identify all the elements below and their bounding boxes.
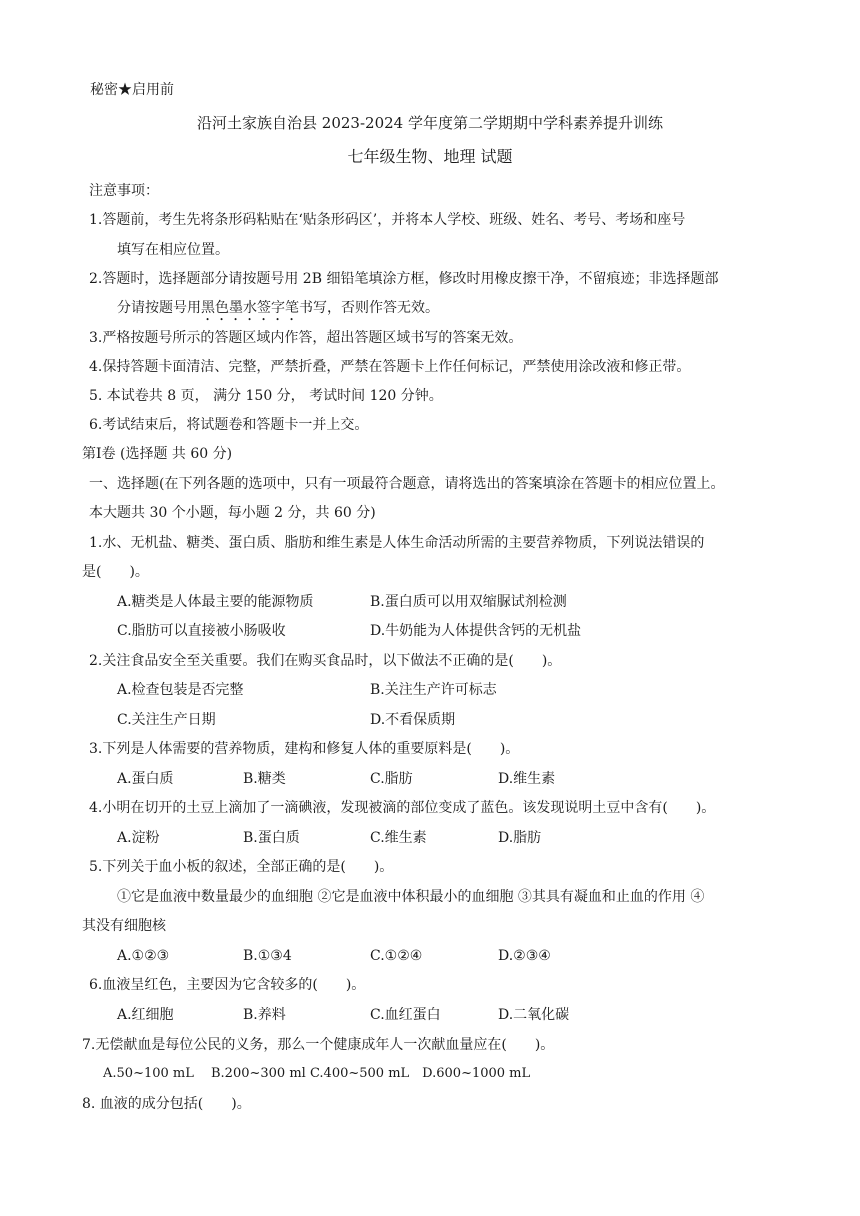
question-1-stem: 1.水、无机盐、糖类、蛋白质、脂肪和维生素是人体生命活动所需的主要营养物质，下列说法错误的 (89, 535, 705, 551)
question-1-option-b: B.蛋白质可以用双缩脲试剂检测 (370, 594, 567, 610)
notice-item-1: 1.答题前，考生先将条形码粘贴在‘贴条形码区’，并将本人学校、班级、姓名、考号、考场和座号 (89, 212, 686, 228)
question-6-option-c: C.血红蛋白 (370, 1007, 441, 1023)
question-7-stem: 7.无偿献血是每位公民的义务，那么一个健康成年人一次献血量应在( )。 (82, 1037, 555, 1053)
question-1-option-a: A.糖类是人体最主要的能源物质 (117, 594, 314, 610)
question-4-option-c: C.维生素 (370, 830, 427, 846)
question-8-stem: 8. 血液的成分包括( )。 (82, 1096, 251, 1112)
notice-heading: 注意事项： (89, 183, 159, 199)
question-2-option-c: C.关注生产日期 (117, 712, 216, 728)
question-5-stem: 5.下列关于血小板的叙述，全部正确的是( )。 (89, 859, 394, 875)
question-2-option-a: A.检查包装是否完整 (117, 682, 244, 698)
question-6-option-b: B.养料 (243, 1007, 286, 1023)
question-6-stem: 6.血液呈红色，主要因为它含较多的( )。 (89, 977, 366, 993)
confidential-label: 秘密★启用前 (90, 82, 174, 98)
exam-subtitle: 七年级生物、地理 试题 (347, 147, 513, 166)
question-1-option-c: C.脂肪可以直接被小肠吸收 (117, 623, 286, 639)
question-1-option-d: D.牛奶能为人体提供含钙的无机盐 (370, 623, 582, 639)
notice-item-2: 2.答题时，选择题部分请按题号用 2B 细铅笔填涂方框，修改时用橡皮擦干净，不留痕迹；非选择题部 (89, 271, 719, 287)
question-5-statement-cont: 其没有细胞核 (82, 918, 166, 934)
question-5-option-c: C.①②④ (370, 948, 423, 964)
question-2-option-d: D.不看保质期 (370, 712, 456, 728)
question-6-option-a: A.红细胞 (117, 1007, 174, 1023)
section-title: 第Ⅰ卷 (选择题 共 60 分) (82, 446, 233, 462)
notice-item-2-cont (117, 298, 439, 324)
question-5-option-d: D.②③④ (498, 948, 551, 964)
question-1-stem-cont: 是( )。 (82, 564, 149, 580)
notice-item-4: 4.保持答题卡面清洁、完整，严禁折叠，严禁在答题卡上作任何标记，严禁使用涂改液和修正带。 (89, 359, 691, 375)
notice-item-2-part-b: 书写，否则作答无效。 (299, 300, 439, 316)
question-2-stem: 2.关注食品安全至关重要。我们在购买食品时，以下做法不正确的是( )。 (89, 653, 562, 669)
notice-item-6: 6.考试结束后，将试题卷和答题卡一并上交。 (89, 417, 369, 433)
notice-item-2-part-a: 分请按题号用 (117, 300, 201, 316)
notice-item-3: 3.严格按题号所示的答题区域内作答，超出答题区域书写的答案无效。 (89, 330, 523, 346)
question-6-option-d: D.二氧化碳 (498, 1007, 570, 1023)
question-3-option-b: B.糖类 (243, 771, 286, 787)
question-4-option-a: A.淀粉 (117, 830, 160, 846)
question-2-option-b: B.关注生产许可标志 (370, 682, 497, 698)
question-5-option-a: A.①②③ (117, 948, 170, 964)
exam-title: 沿河土家族自治县 2023-2024 学年度第二学期期中学科素养提升训练 (197, 114, 663, 132)
section-instruction-2: 本大题共 30 个小题，每小题 2 分，共 60 分) (89, 505, 376, 521)
section-instruction-1: 一、选择题(在下列各题的选项中，只有一项最符合题意，请将选出的答案填涂在答题卡的相应位置上。 (89, 476, 725, 492)
question-3-option-d: D.维生素 (498, 771, 556, 787)
notice-item-5: 5. 本试卷共 8 页， 满分 150 分， 考试时间 120 分钟。 (89, 388, 443, 404)
question-4-stem: 4.小明在切开的土豆上滴加了一滴碘液，发现被滴的部位变成了蓝色。该发现说明土豆中含有( )。 (89, 800, 716, 816)
question-7-options: A.50~100 mL B.200~300 ml C.400~500 mL D.600~1000 mL (103, 1066, 531, 1081)
notice-item-2-emphasis: 黑色墨水签字笔 (201, 300, 299, 316)
question-4-option-d: D.脂肪 (498, 830, 542, 846)
question-3-stem: 3.下列是人体需要的营养物质，建构和修复人体的重要原料是( )。 (89, 741, 520, 757)
question-4-option-b: B.蛋白质 (243, 830, 300, 846)
question-5-statement: ①它是血液中数量最少的血细胞 ②它是血液中体积最小的血细胞 ③其具有凝血和止血的作用 ④ (117, 889, 705, 905)
question-3-option-c: C.脂肪 (370, 771, 413, 787)
notice-item-1-cont: 填写在相应位置。 (117, 242, 229, 258)
question-3-option-a: A.蛋白质 (117, 771, 174, 787)
question-5-option-b: B.①③4 (243, 948, 292, 964)
